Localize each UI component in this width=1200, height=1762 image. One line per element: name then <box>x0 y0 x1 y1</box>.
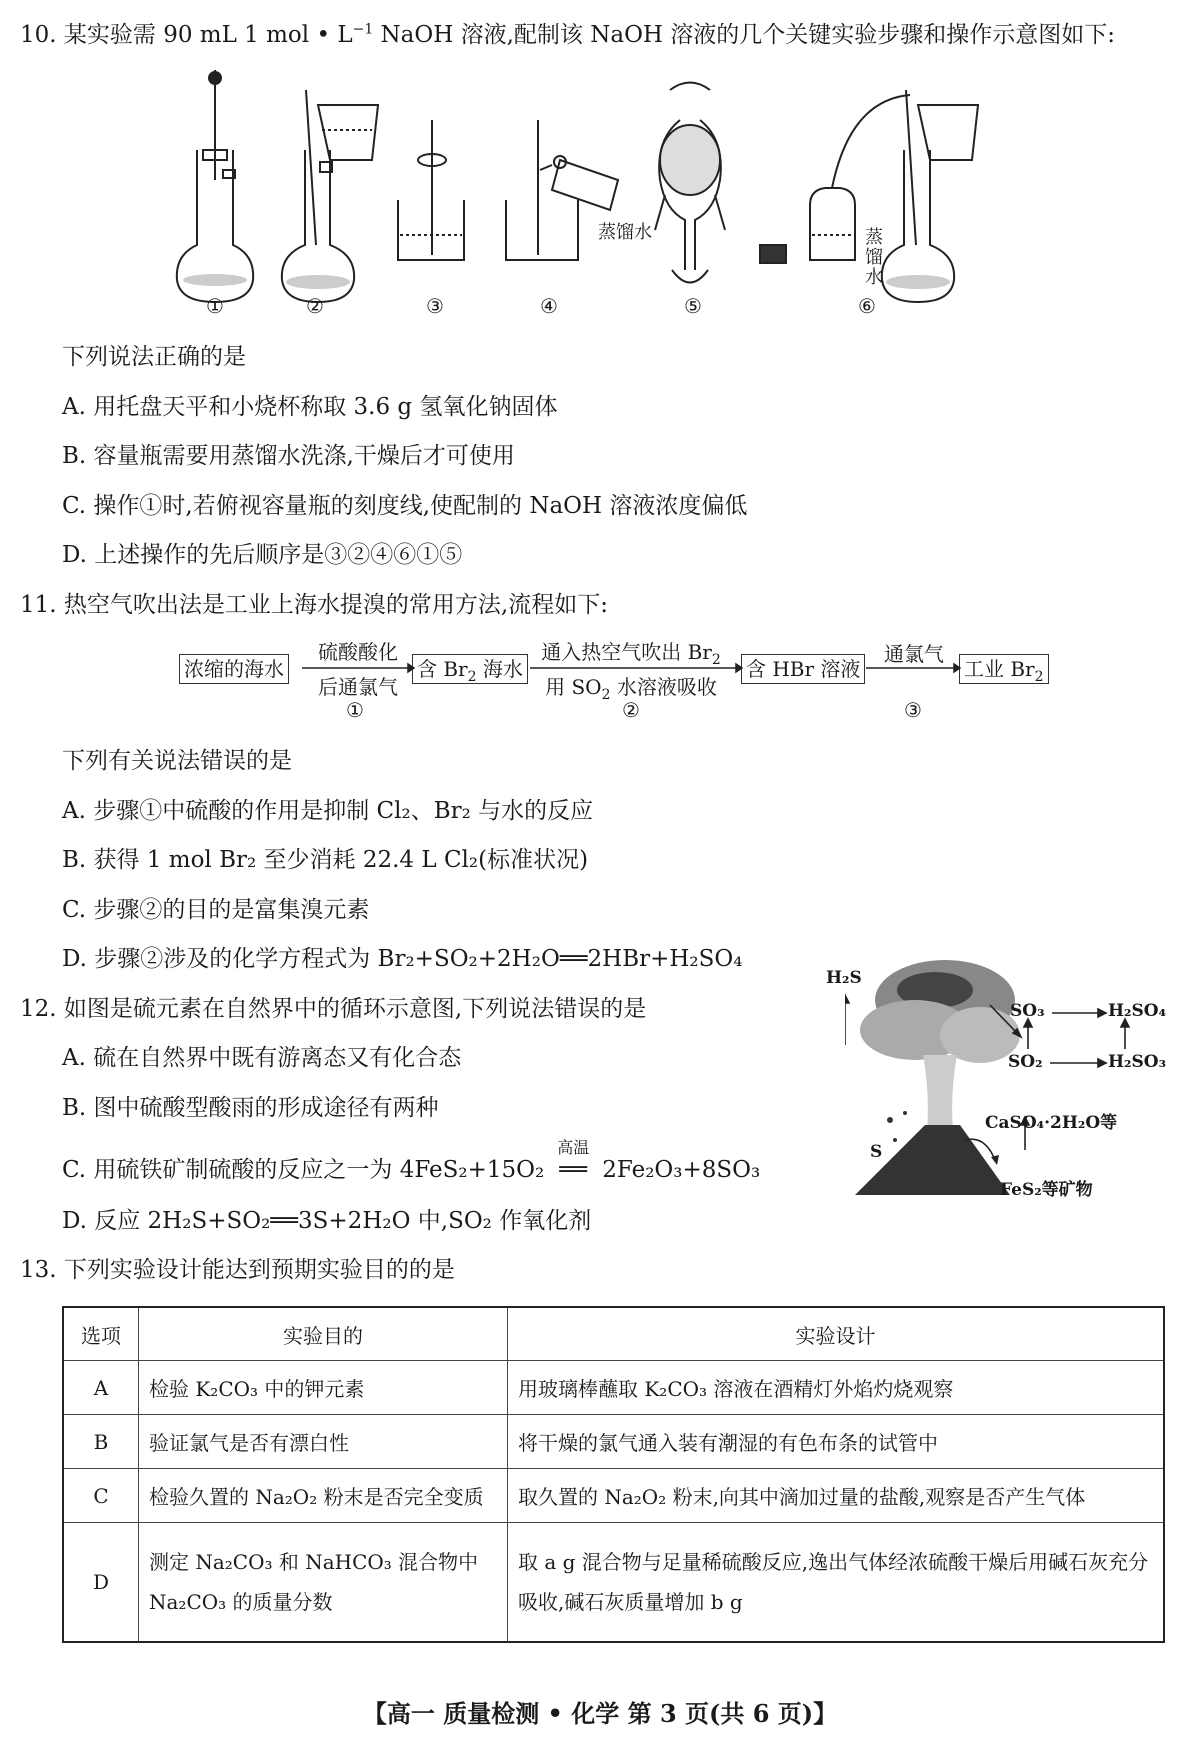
fig12-caso4: CaSO₄·2H₂O等 <box>985 1113 1118 1133</box>
q11-option-b[interactable]: B. 获得 1 mol Br₂ 至少消耗 22.4 L Cl₂(标准状况) <box>62 847 589 873</box>
fig12-so2: SO₂ <box>1008 1052 1043 1072</box>
table-cell-aim: 检验 K₂CO₃ 中的钾元素 <box>139 1361 508 1415</box>
fig10-label-5: ⑤ <box>684 294 702 318</box>
fig12-h2s: H₂S <box>826 968 862 988</box>
q10-wash-label: 蒸馏水 <box>598 222 652 243</box>
table-cell-option: C <box>63 1469 139 1523</box>
table-cell-aim: 测定 Na₂CO₃ 和 NaHCO₃ 混合物中 Na₂CO₃ 的质量分数 <box>139 1523 508 1643</box>
flow-box-concentrated-seawater: 浓缩的海水 <box>179 654 289 684</box>
q10-option-a[interactable]: A. 用托盘天平和小烧杯称取 3.6 g 氢氧化钠固体 <box>62 394 558 420</box>
fig10-step3 <box>398 120 464 260</box>
q10-option-b[interactable]: B. 容量瓶需要用蒸馏水洗涤,干燥后才可使用 <box>62 443 515 469</box>
flow-arrow1-bottom: 后通氯气 <box>318 675 398 699</box>
flow-arrow1-num: ① <box>346 698 364 722</box>
q12-option-d[interactable]: D. 反应 2H₂S+SO₂══3S+2H₂O 中,SO₂ 作氧化剂 <box>62 1208 592 1234</box>
flow-arrow1-top: 硫酸酸化 <box>318 640 398 664</box>
table-row <box>63 1523 1164 1643</box>
fig10-label-6: ⑥ <box>858 294 876 318</box>
flow-arrow2-bottom: 用 $SO_2$ 水溶液吸收 <box>545 675 717 703</box>
table-cell-design: 用玻璃棒蘸取 K₂CO₃ 溶液在酒精灯外焰灼烧观察 <box>508 1361 1165 1415</box>
q12-stem: 12. 如图是硫元素在自然界中的循环示意图,下列说法错误的是 <box>20 996 647 1022</box>
table-cell-option: D <box>63 1523 139 1643</box>
table-cell-design: 取 a g 混合物与足量稀硫酸反应,逸出气体经浓硫酸干燥后用碱石灰充分吸收,碱石灰质量增加 b g <box>508 1523 1165 1643</box>
table-header-option: 选项 <box>63 1307 139 1361</box>
flow-box-hbr-solution: 含 HBr 溶液 <box>741 654 865 684</box>
q12-condition: 高温 <box>557 1138 590 1157</box>
table-row <box>63 1469 1164 1523</box>
fig12-fes2: FeS₂等矿物 <box>1000 1180 1093 1200</box>
flow-arrows <box>0 650 1200 690</box>
fig10-label-3: ③ <box>426 294 444 318</box>
q10-bottle-label: 蒸 馏 水 <box>865 227 883 288</box>
fig10-label-4: ④ <box>540 294 558 318</box>
table-row <box>63 1415 1164 1469</box>
flow-box-br2-seawater: 含 $Br_2$ 海水 <box>412 654 528 684</box>
fig12-h2so3: H₂SO₃ <box>1108 1052 1167 1072</box>
q13-experiment-table <box>62 1306 1165 1643</box>
q12-option-c[interactable]: C. 用硫铁矿制硫酸的反应之一为 4FeS₂+15O₂ 高温 ══ 2Fe₂O₃+8SO₃ <box>62 1155 760 1185</box>
flow-arrow3-top: 通氯气 <box>884 642 944 666</box>
flow-box-industrial-br2: 工业 $Br_2$ <box>959 654 1049 684</box>
table-cell-aim: 验证氯气是否有漂白性 <box>139 1415 508 1469</box>
table-header-row <box>63 1307 1164 1361</box>
q12-option-b[interactable]: B. 图中硫酸型酸雨的形成途径有两种 <box>62 1095 439 1121</box>
table-header-aim: 实验目的 <box>139 1307 508 1361</box>
table-cell-design: 将干燥的氯气通入装有潮湿的有色布条的试管中 <box>508 1415 1165 1469</box>
fig10-step1 <box>177 70 253 302</box>
table-cell-option: A <box>63 1361 139 1415</box>
flow-arrow2-num: ② <box>622 698 640 722</box>
table-row <box>63 1361 1164 1415</box>
q11-option-a[interactable]: A. 步骤①中硫酸的作用是抑制 Cl₂、Br₂ 与水的反应 <box>62 798 594 824</box>
fig12-s: S <box>870 1142 883 1162</box>
table-cell-option: B <box>63 1415 139 1469</box>
fig12-h2so4: H₂SO₄ <box>1108 1001 1167 1021</box>
q10-stem: 10. 某实验需 90 mL 1 mol • $L^{-1}$ NaOH 溶液,配制该 NaOH 溶液的几个关键实验步骤和操作示意图如下: <box>20 21 1116 48</box>
fig10-label-2: ② <box>306 294 324 318</box>
q11-option-c[interactable]: C. 步骤②的目的是富集溴元素 <box>62 897 370 923</box>
q11-stem: 11. 热空气吹出法是工业上海水提溴的常用方法,流程如下: <box>20 592 608 618</box>
page-footer: 【高一 质量检测 • 化学 第 3 页(共 6 页)】 <box>362 1699 838 1728</box>
table-cell-aim: 检验久置的 Na₂O₂ 粉末是否完全变质 <box>139 1469 508 1523</box>
q13-stem: 13. 下列实验设计能达到预期实验目的的是 <box>20 1257 455 1283</box>
fig10-label-1: ① <box>206 294 224 318</box>
fig10-step2 <box>282 90 378 302</box>
fig12-so3: SO₃ <box>1010 1001 1045 1021</box>
flow-arrow3-num: ③ <box>904 698 922 722</box>
table-header-design: 实验设计 <box>508 1307 1165 1361</box>
fig10-step5 <box>655 83 725 283</box>
flow-arrow2-top: 通入热空气吹出 $Br_2$ <box>541 640 721 668</box>
q11-prompt: 下列有关说法错误的是 <box>62 748 292 774</box>
q12-option-a[interactable]: A. 硫在自然界中既有游离态又有化合态 <box>62 1045 462 1071</box>
q10-option-c[interactable]: C. 操作①时,若俯视容量瓶的刻度线,使配制的 NaOH 溶液浓度偏低 <box>62 493 748 519</box>
q10-option-d[interactable]: D. 上述操作的先后顺序是③②④⑥①⑤ <box>62 542 463 568</box>
q10-prompt: 下列说法正确的是 <box>62 344 246 370</box>
q11-option-d[interactable]: D. 步骤②涉及的化学方程式为 Br₂+SO₂+2H₂O══2HBr+H₂SO₄ <box>62 946 743 972</box>
table-cell-design: 取久置的 Na₂O₂ 粉末,向其中滴加过量的盐酸,观察是否产生气体 <box>508 1469 1165 1523</box>
